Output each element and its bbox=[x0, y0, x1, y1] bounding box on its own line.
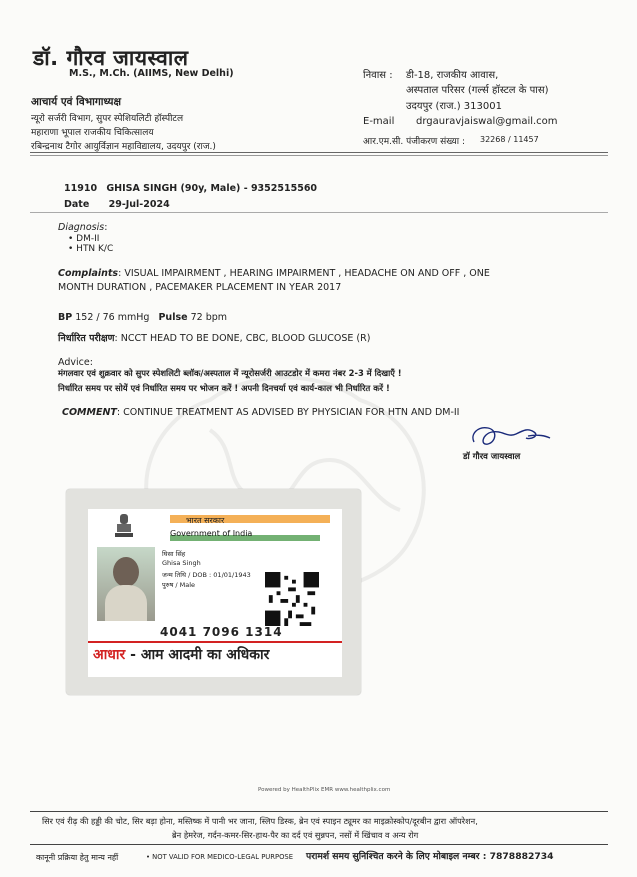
patient-id: 11910 bbox=[64, 183, 98, 194]
registration-label: आर.एम.सी. पंजीकरण संख्या : bbox=[363, 137, 465, 147]
patient-divider bbox=[30, 212, 608, 213]
complaints-label: Complaints bbox=[58, 268, 119, 279]
govt-hindi: भारत सरकार bbox=[186, 516, 225, 525]
bp-label: BP bbox=[58, 312, 73, 323]
advice-label: Advice: bbox=[58, 357, 93, 368]
diagnosis-label: Diagnosis bbox=[58, 222, 105, 233]
doctor-signature bbox=[468, 420, 553, 452]
signature-name: डॉ गौरव जायस्वाल bbox=[463, 452, 521, 462]
registration-number: 32268 / 11457 bbox=[480, 135, 539, 144]
investigations-line bbox=[58, 331, 370, 344]
powered-by: Powered by HealthPlix EMR www.healthplix.com bbox=[258, 787, 391, 793]
email-value[interactable]: drgauravjaiswal@gmail.com bbox=[416, 116, 558, 127]
aadhaar-slogan bbox=[93, 645, 269, 664]
doctor-role: आचार्य एवं विभागाध्यक्ष bbox=[31, 96, 122, 108]
advice-line-2: निर्धारित समय पर सोयें एवं निर्धारित समय पर भोजन करें ! अपनी दिनचर्या एवं कार्य-काल भी निर्धारित करें ! bbox=[58, 383, 390, 393]
diagnosis-item: • DM-II bbox=[68, 234, 113, 244]
holder-name-hindi: घिसा सिंह bbox=[162, 550, 186, 558]
govt-english: Government of India bbox=[170, 529, 253, 538]
comment-line bbox=[62, 407, 459, 418]
visit-date: 29-Jul-2024 bbox=[108, 199, 170, 210]
holder-name-english: Ghisa Singh bbox=[162, 559, 201, 567]
header-divider bbox=[30, 152, 608, 153]
address-line-1: डी-18, राजकीय आवास, bbox=[406, 70, 499, 81]
address-line-2: अस्पताल परिसर (गर्ल्स हॉस्टल के पास) bbox=[406, 85, 549, 96]
hospital-line: महाराणा भूपाल राजकीय चिकित्सालय bbox=[31, 128, 154, 138]
email-label: E-mail bbox=[363, 116, 395, 127]
address-label: निवास : bbox=[363, 70, 393, 81]
aadhaar-slogan-rest: - आम आदमी का अधिकार bbox=[125, 647, 270, 663]
complaints-section bbox=[58, 268, 538, 293]
holder-photo bbox=[97, 547, 155, 621]
date-label: Date bbox=[64, 199, 90, 210]
holder-dob: जन्म तिथि / DOB : 01/01/1943 bbox=[162, 571, 251, 579]
college-line: रबिन्द्रनाथ टैगोर आयुर्विज्ञान महाविद्यालय, उदयपुर (राज.) bbox=[31, 142, 216, 152]
legal-hindi: कानूनी प्रक्रिया हेतु मान्य नहीं bbox=[36, 853, 119, 862]
doctor-name: डॉ. गौरव जायस्वाल bbox=[33, 46, 189, 70]
legal-english: • NOT VALID FOR MEDICO-LEGAL PURPOSE bbox=[146, 853, 294, 861]
header-divider-2 bbox=[30, 155, 608, 156]
doctor-degree: M.S., M.Ch. (AIIMS, New Delhi) bbox=[69, 68, 234, 79]
qr-code-icon bbox=[264, 572, 320, 626]
aadhaar-red-line bbox=[88, 641, 342, 643]
aadhaar-number: 4041 7096 1314 bbox=[160, 625, 283, 639]
patient-line bbox=[64, 183, 317, 194]
emblem-icon bbox=[113, 512, 135, 540]
footer-divider-2 bbox=[30, 844, 608, 845]
advice-line-1: मंगलवार एवं शुक्रवार को सुपर स्पेशलिटी ब्लॉक/अस्पताल में न्यूरोसर्जरी आउटडोर में कमरा नंबर 2-3 में दिखाएँ ! bbox=[58, 368, 402, 378]
pulse-value: 72 bpm bbox=[190, 312, 228, 323]
investigations-text: : NCCT HEAD TO BE DONE, CBC, BLOOD GLUCOSE (R) bbox=[114, 333, 371, 344]
department-line: न्यूरो सर्जरी विभाग, सुपर स्पेशियलिटी हॉस्पीटल bbox=[31, 114, 184, 124]
vitals-line bbox=[58, 312, 227, 323]
aadhaar-slogan-prefix: आधार bbox=[93, 647, 126, 663]
appointment-line: परामर्श समय सुनिश्चित करने के लिए मोबाइल नम्बर : 7878882734 bbox=[306, 851, 554, 862]
complaints-text: : VISUAL IMPAIRMENT , HEARING IMPAIRMENT , HEADACHE ON AND OFF , ONE bbox=[118, 268, 490, 279]
footer-line-1: सिर एवं रीढ़ की हड्डी की चोट, सिर बड़ा होना, मस्तिष्क में पानी भर जाना, स्लिप डिस्क, ब्रेन एवं स्पाइन ट्यूमर का माइक्रोस्कोप/दूरबीन द्वारा ऑपरेशन, bbox=[42, 816, 478, 826]
footer-divider bbox=[30, 811, 608, 812]
holder-gender: पुरुष / Male bbox=[162, 581, 196, 589]
comment-text: : CONTINUE TREATMENT AS ADVISED BY PHYSICIAN FOR HTN AND DM-II bbox=[116, 407, 460, 418]
bp-value: 152 / 76 bbox=[75, 312, 115, 323]
pulse-label: Pulse bbox=[158, 312, 188, 323]
address-line-3: उदयपुर (राज.) 313001 bbox=[406, 101, 502, 112]
investigations-label: निर्धारित परीक्षण bbox=[58, 333, 115, 344]
visit-date-line bbox=[64, 199, 170, 210]
comment-label: COMMENT bbox=[62, 407, 117, 418]
bp-unit: mmHg bbox=[117, 312, 150, 323]
footer-line-2: ब्रेन हेमरेज, गर्दन-कमर-सिर-हाथ-पैर का दर्द एवं सुन्नपन, नसों में खिंचाव व अन्य रोग bbox=[172, 830, 419, 840]
patient-name: GHISA SINGH (90y, Male) - 9352515560 bbox=[106, 183, 318, 194]
diagnosis-item: • HTN K/C bbox=[68, 244, 113, 254]
complaints-text-2: MONTH DURATION , PACEMAKER PLACEMENT IN YEAR 2017 bbox=[58, 282, 342, 293]
diagnosis-section: Diagnosis: • DM-II • HTN K/C bbox=[58, 222, 113, 254]
